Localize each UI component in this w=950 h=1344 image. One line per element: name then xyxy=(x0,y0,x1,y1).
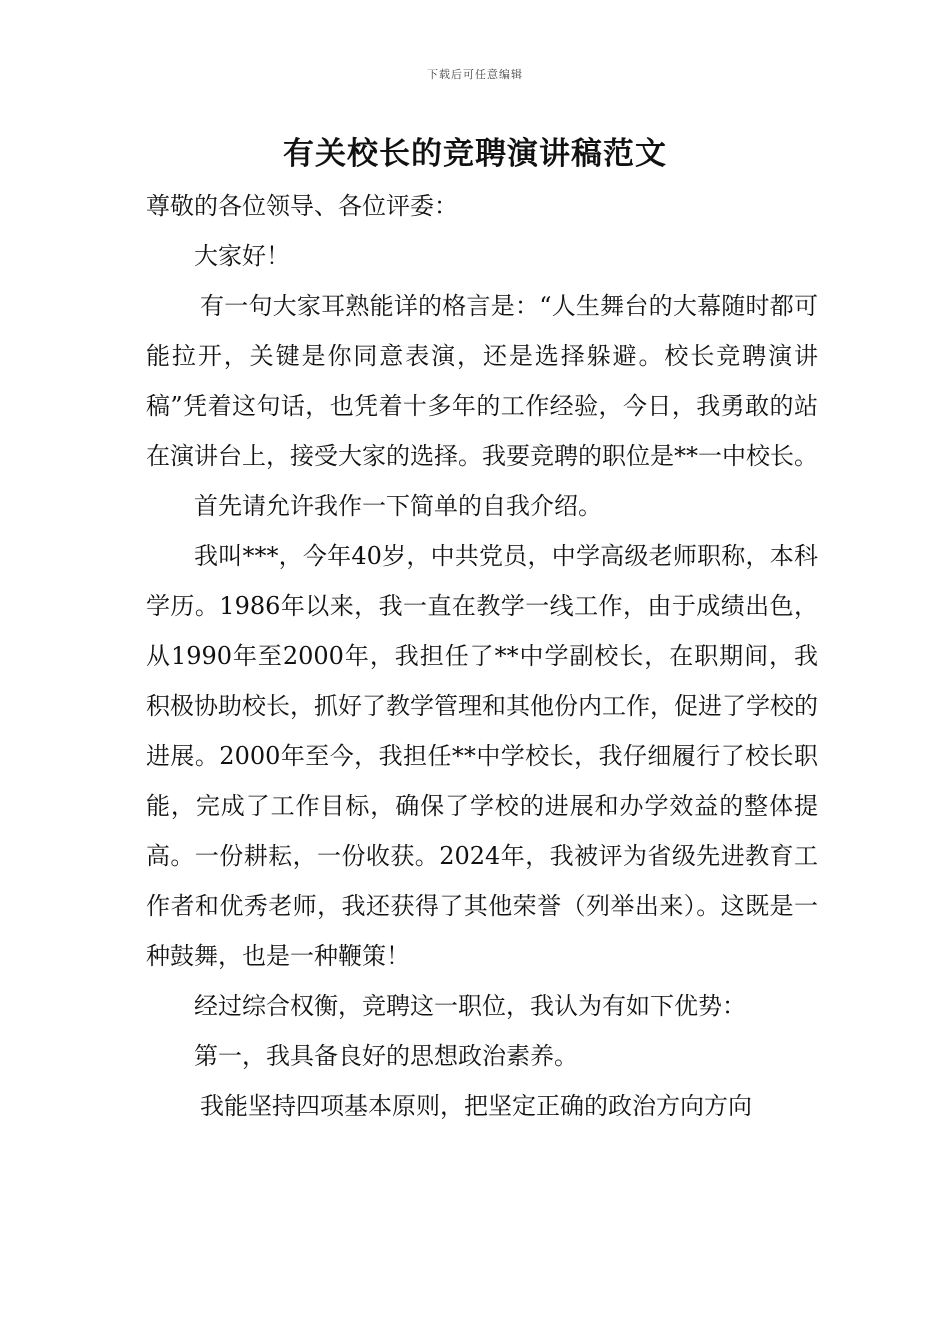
paragraph-intro: 首先请允许我作一下简单的自我介绍。 xyxy=(194,492,602,520)
paragraph-advantages: 经过综合权衡，竞聘这一职位，我认为有如下优势： xyxy=(194,992,746,1020)
paragraph-principles: 我能坚持四项基本原则，把坚定正确的政治方向方向 xyxy=(200,1092,752,1120)
document-title: 有关校长的竞聘演讲稿范文 xyxy=(283,136,667,172)
document-body xyxy=(146,181,818,1131)
paragraph-motto: 有一句大家耳熟能详的格言是：“人生舞台的大幕随时都可能拉开，关键是你同意表演，还是选择躲避。校长竞聘演讲稿”凭着这句话，也凭着十多年的工作经验，今日，我勇敢的站在演讲台上，接受大家的选择。我要竞聘的职位是**一中校长。 xyxy=(146,292,818,470)
paragraph-background: 我叫***，今年40岁，中共党员，中学高级老师职称，本科学历。1986年以来，我一直在教学一线工作，由于成绩出色，从1990年至2000年，我担任了**中学副校长，在职期间，我积极协助校长，抓好了教学管理和其他份内工作，促进了学校的进展。2000年至今，我担任**中学校长，我仔细履行了校长职能，完成了工作目标，确保了学校的进展和办学效益的整体提高。一份耕耘，一份收获。2024年，我被评为省级先进教育工作者和优秀老师，我还获得了其他荣誉（列举出来）。这既是一种鼓舞，也是一种鞭策！ xyxy=(146,542,818,970)
salutation: 尊敬的各位领导、各位评委： xyxy=(146,192,458,220)
paragraph-greeting: 大家好！ xyxy=(194,242,290,270)
header-note: 下载后可任意编辑 xyxy=(427,68,523,81)
paragraph-first-advantage: 第一，我具备良好的思想政治素养。 xyxy=(194,1042,578,1070)
